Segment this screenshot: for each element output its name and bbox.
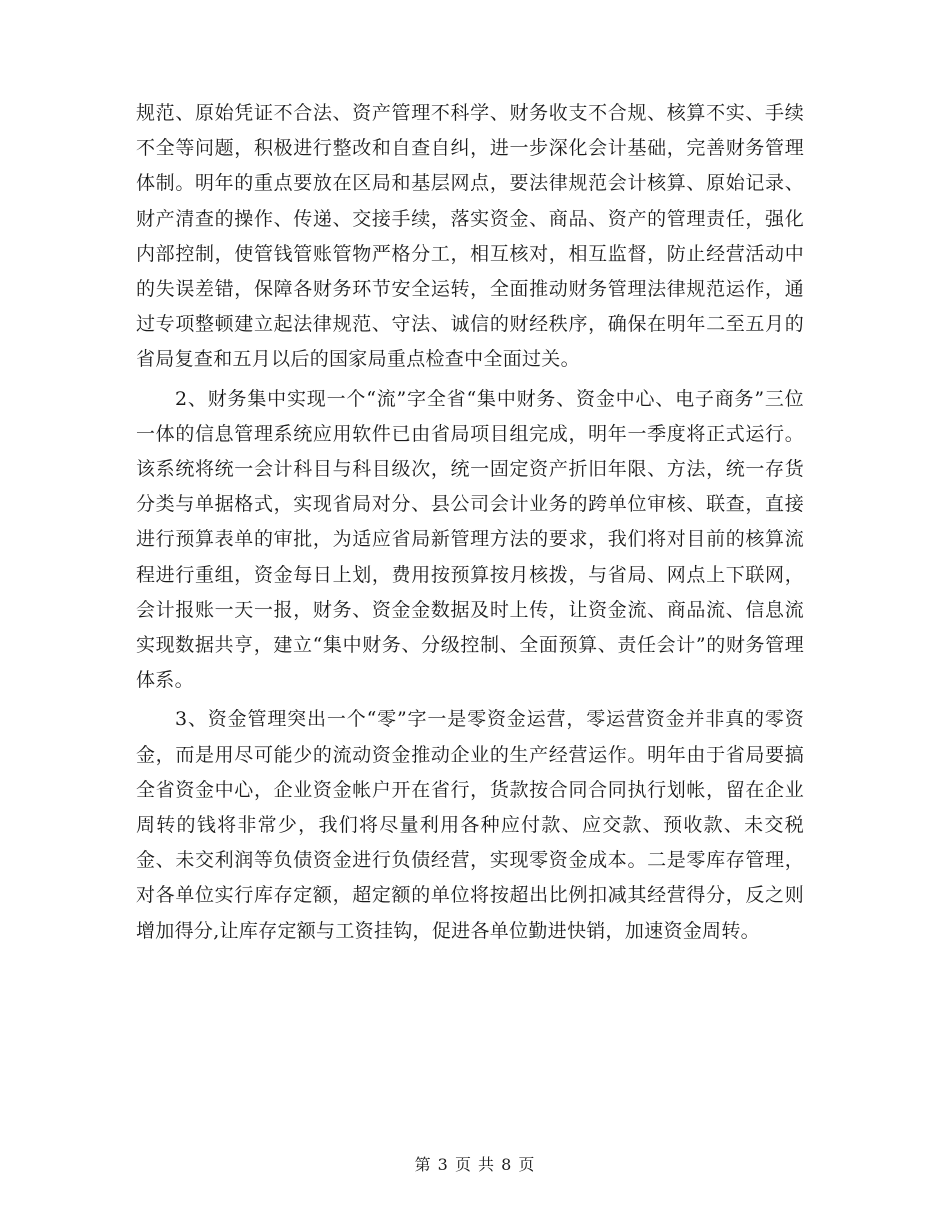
paragraph-fund-management: 3、资金管理突出一个“零”字一是零资金运营，零运营资金并非真的零资金，而是用尽可能少的流动资金推动企业的生产经营运作。明年由于省局要搞全省资金中心，企业资金帐户开在省行，货款按合同合同执行划帐，留在企业周转的钱将非常少，我们将尽量利用各种应付款、应交款、预收款、未交税金、未交利润等负债资金进行负债经营，实现零资金成本。二是零库存管理，对各单位实行库存定额，超定额的单位将按超出比例扣减其经营得分，反之则增加得分,让库存定额与工资挂钩，促进各单位勤进快销，加速资金周转。 <box>136 708 804 942</box>
paragraph-financial-centralization: 2、财务集中实现一个“流”字全省“集中财务、资金中心、电子商务”三位一体的信息管理系统应用软件已由省局项目组完成，明年一季度将正式运行。该系统将统一会计科目与科目级次，统一固定资产折旧年限、方法，统一存货分类与单据格式，实现省局对分、县公司会计业务的跨单位审核、联查，直接进行预算表单的审批，为适应省局新管理方法的要求，我们将对目前的核算流程进行重组，资金每日上划，费用按预算按月核拨，与省局、网点上下联网，会计报账一天一报，财务、资金金数据及时上传，让资金流、商品流、信息流实现数据共亨，建立“集中财务、分级控制、全面预算、责任会计”的财务管理体系。 <box>136 387 804 692</box>
footer-prefix: 第 <box>414 1155 432 1174</box>
page-footer <box>0 1152 950 1175</box>
footer-suffix: 页 <box>518 1155 536 1174</box>
footer-total-pages: 8 <box>501 1155 513 1174</box>
footer-page-number: 3 <box>437 1155 449 1174</box>
footer-middle: 页 共 <box>454 1155 496 1174</box>
paragraph-continuation: 规范、原始凭证不合法、资产管理不科学、财务收支不合规、核算不实、手续不全等问题，积极进行整改和自查自纠，进一步深化会计基础，完善财务管理体制。明年的重点要放在区局和基层网点，要法律规范会计核算、原始记录、财产清查的操作、传递、交接手续，落实资金、商品、资产的管理责任，强化内部控制，使管钱管账管物严格分工，相互核对，相互监督，防止经营活动中的失误差错，保障各财务环节安全运转，全面推动财务管理法律规范运作，通过专项整顿建立起法律规范、守法、诚信的财经秩序，确保在明年二至五月的省局复查和五月以后的国家局重点检查中全面过关。 <box>136 102 804 371</box>
body-text <box>136 96 804 949</box>
